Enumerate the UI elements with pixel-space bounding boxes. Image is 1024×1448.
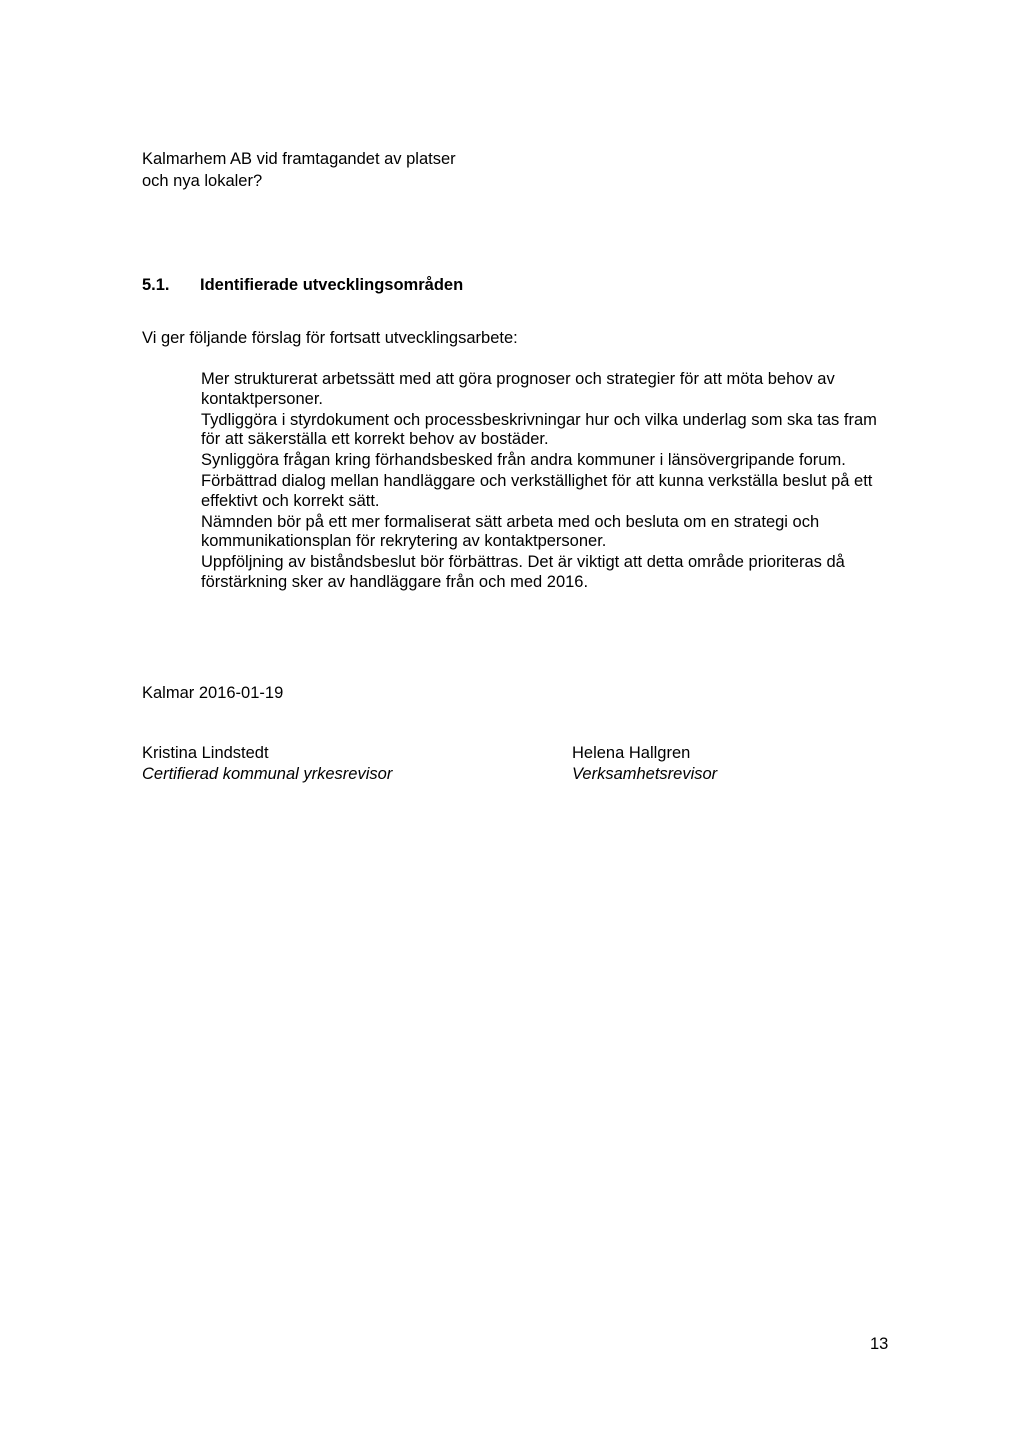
- list-item: Uppföljning av biståndsbeslut bör förbättras. Det är viktigt att detta område prioriteras då förstärkning sker av handläggare från och med 2016.: [201, 553, 845, 591]
- lead-paragraph: Vi ger följande förslag för fortsatt utvecklingsarbete:: [142, 329, 518, 347]
- signature-block-1: [142, 743, 392, 785]
- list-item: Förbättrad dialog mellan handläggare och verkställighet för att kunna verkställa beslut på ett effektivt och korrekt sätt.: [201, 472, 873, 510]
- signatory-name: Kristina Lindstedt: [142, 744, 269, 762]
- list-item: Mer strukturerat arbetssätt med att göra prognoser och strategier för att möta behov av kontaktpersoner.: [201, 370, 835, 408]
- list-item: Nämnden bör på ett mer formaliserat sätt arbeta med och besluta om en strategi och kommunikationsplan för rekrytering av kontaktpersoner.: [201, 512, 820, 550]
- section-title: Identifierade utvecklingsområden: [200, 276, 464, 294]
- section-number: 5.1.: [142, 276, 170, 294]
- section-heading: [142, 276, 463, 295]
- signature-block-2: [572, 743, 717, 785]
- intro-question-text: Kalmarhem AB vid framtagandet av platser och nya lokaler?: [142, 150, 456, 190]
- proposal-list: [201, 370, 891, 594]
- signatory-title: Certifierad kommunal yrkesrevisor: [142, 765, 393, 783]
- place-date: Kalmar 2016-01-19: [142, 684, 284, 702]
- list-item: Tydliggöra i styrdokument och processbeskrivningar hur och vilka underlag som ska tas fram för att säkerställa ett korrekt behov av bostäder.: [201, 410, 877, 448]
- signatory-title: Verksamhetsrevisor: [572, 765, 718, 783]
- list-item: Synliggöra frågan kring förhandsbesked från andra kommuner i länsövergripande forum.: [201, 451, 846, 469]
- page-number: 13: [870, 1335, 889, 1353]
- signatory-name: Helena Hallgren: [572, 744, 691, 762]
